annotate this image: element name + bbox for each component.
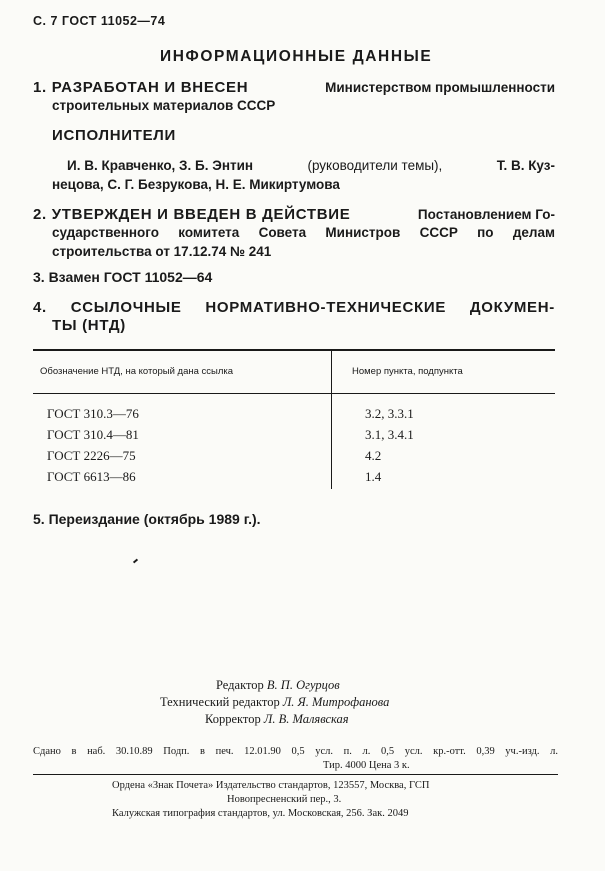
table-header-rule <box>33 393 555 394</box>
table-row-2-clause: 3.1, 3.4.1 <box>365 427 414 442</box>
page-title: ИНФОРМАЦИОННЫЕ ДАННЫЕ <box>160 48 433 65</box>
editor-name: В. П. Огурцов <box>266 678 340 692</box>
section-3: 3. Взамен ГОСТ 11052—64 <box>33 269 213 285</box>
executors-leaders: И. В. Кравченко, З. Б. Энтин <box>67 158 254 173</box>
print-speck <box>133 559 138 564</box>
table-col1-header: Обозначение НТД, на который дана ссылка <box>40 366 234 377</box>
section-5: 5. Переиздание (октябрь 1989 г.). <box>33 511 261 527</box>
section-1-heading: 1. РАЗРАБОТАН И ВНЕСЕН <box>33 79 249 96</box>
credit-corrector <box>205 712 349 727</box>
table-column-divider <box>331 349 332 489</box>
section-2-line2: сударственного комитета Совета Министров СССР по делам <box>52 225 555 240</box>
tech-editor-name: Л. Я. Митрофанова <box>282 695 390 709</box>
section-2-text-start: Постановлением Го- <box>417 207 555 222</box>
imprint-rule <box>33 774 558 775</box>
section-4-line2: ТЫ (НТД) <box>52 317 126 334</box>
executors-heading: ИСПОЛНИТЕЛИ <box>52 127 177 144</box>
executors-role: (руководители темы), <box>307 158 443 173</box>
section-1-line1 <box>33 79 555 96</box>
section-2-heading: 2. УТВЕРЖДЕН И ВВЕДЕН В ДЕЙСТВИЕ <box>33 206 351 223</box>
tech-editor-label: Технический редактор <box>160 695 280 709</box>
publisher-line2: Новопресненский пер., 3. <box>227 794 342 805</box>
corrector-label: Корректор <box>205 712 261 726</box>
section-1-text: Министерством промышленности <box>325 80 555 95</box>
table-row-1-clause: 3.2, 3.3.1 <box>365 406 414 421</box>
table-top-rule <box>33 349 555 351</box>
table-col2-header: Номер пункта, подпункта <box>352 366 463 377</box>
executors-name-start: Т. В. Куз- <box>496 158 555 173</box>
publisher-line3: Калужская типография стандартов, ул. Московская, 256. Зак. 2049 <box>112 808 409 819</box>
executors-line1 <box>67 158 555 173</box>
table-row-3-clause: 4.2 <box>365 448 382 463</box>
table-row-4-doc: ГОСТ 6613—86 <box>47 469 136 484</box>
table-row-4-clause: 1.4 <box>365 469 382 484</box>
credit-editor <box>216 678 340 693</box>
table-row-2-doc: ГОСТ 310.4—81 <box>47 427 139 442</box>
executors-line2: нецова, С. Г. Безрукова, Н. Е. Микиртумова <box>52 177 340 192</box>
table-row-1-doc: ГОСТ 310.3—76 <box>47 406 139 421</box>
credit-tech-editor <box>160 695 389 710</box>
section-2-line1 <box>33 206 555 223</box>
publisher-line1: Ордена «Знак Почета» Издательство стандартов, 123557, Москва, ГСП <box>112 780 430 791</box>
imprint-line1: Сдано в наб. 30.10.89 Подп. в печ. 12.01.90 0,5 усл. п. л. 0,5 усл. кр.-отт. 0,39 уч.-изд. л. <box>33 746 558 757</box>
imprint-line2: Тир. 4000 Цена 3 к. <box>323 760 410 771</box>
section-4-line1: 4. ССЫЛОЧНЫЕ НОРМАТИВНО-ТЕХНИЧЕСКИЕ ДОКУМЕН- <box>33 299 555 316</box>
corrector-name: Л. В. Малявская <box>263 712 349 726</box>
editor-label: Редактор <box>216 678 264 692</box>
page-header: С. 7 ГОСТ 11052—74 <box>33 14 166 28</box>
section-2-line3: строительства от 17.12.74 № 241 <box>52 244 272 259</box>
section-1-line2: строительных материалов СССР <box>52 98 276 113</box>
table-row-3-doc: ГОСТ 2226—75 <box>47 448 136 463</box>
